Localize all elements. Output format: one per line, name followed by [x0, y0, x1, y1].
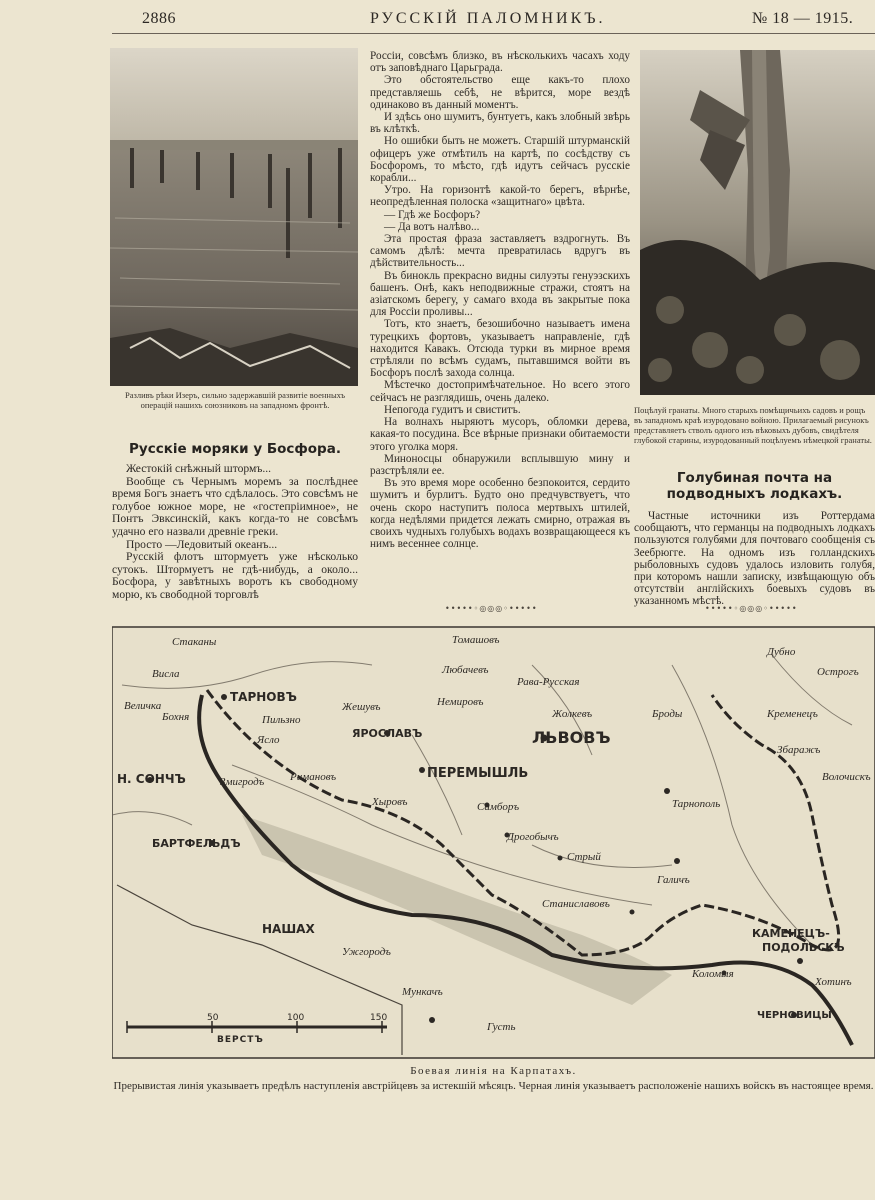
paragraph: Жестокій снѣжный штормъ... [126, 462, 272, 475]
svg-text:Дубно: Дубно [767, 646, 796, 658]
map-label-peremyshl: ПЕРЕМЫШЛЬ [427, 766, 529, 781]
map-title: Боевая линія на Карпатахъ. [410, 1065, 577, 1077]
svg-text:Станиславовъ: Станиславовъ [542, 898, 610, 910]
paragraph: На волнахъ ныряютъ мусоръ, обломки дерева, какая-то посудина. Все вѣрные признаки обитаемости этого уголка моря. [370, 416, 630, 453]
paragraph: И здѣсь оно шумитъ, бунтуетъ, какъ злобный звѣрь въ клѣткѣ. [370, 111, 630, 136]
paragraph: Въ это время море особенно безпокоится, сердито шумитъ и бурлитъ. Будто оно предчувствуетъ, что очень скоро наступитъ полоса мертвыхъ штилей, когда недѣлями придется лежать смирно, отражая въ своихъ чудныхъ голубыхъ водахъ возвращающееся къ нимъ весеннее солнце. [370, 477, 630, 551]
svg-text:Самборъ: Самборъ [477, 801, 520, 813]
svg-text:Коломыя: Коломыя [692, 968, 734, 980]
paragraph: Утро. На горизонтѣ какой-то берегъ, вѣрнѣе, неопредѣленная полоска «защитнаго» цвѣта. [370, 184, 630, 209]
map-label-tarnov: ТАРНОВЪ [230, 690, 297, 704]
svg-text:Величка: Величка [124, 700, 162, 712]
svg-text:Тарнополь: Тарнополь [672, 798, 721, 810]
scale-tick-50: 50 [207, 1013, 219, 1023]
svg-text:Хотинъ: Хотинъ [815, 976, 852, 988]
paragraph: Но ошибки быть не можетъ. Старшій штурманскій офицеръ уже отмѣтилъ на картѣ, по сосѣдству съ Босфоромъ, то мѣсто, гдѣ идутъ сейчасъ русскіе корабли... [370, 135, 630, 185]
journal-title: РУССКІЙ ПАЛОМНИКЪ. [370, 10, 606, 27]
paragraph: Вообще съ Чернымъ моремъ за послѣднее время Богъ знаетъ что сдѣлалось. Это совсѣмъ не голубое южное море, не «гостепріимное», не Понтъ Эвксинскій, какъ когда-то не совсѣмъ удачно его назвали древніе греки. [112, 474, 358, 538]
map-label-chernovitsy: ЧЕРНОВИЦЫ [757, 1010, 832, 1021]
svg-text:Висла: Висла [152, 668, 180, 680]
svg-text:Кременецъ: Кременецъ [767, 708, 818, 720]
svg-text:Галичъ: Галичъ [657, 874, 690, 886]
svg-text:Мункачъ: Мункачъ [402, 986, 443, 998]
tree-photo-caption: Поцѣлуй гранаты. Много старыхъ помѣщичьихъ садовъ и рощъ въ западномъ краѣ изуродовано войною. Прилагаемый рисунокъ представляетъ стволъ одного изъ вѣковыхъ дубовъ, свидѣтеля глубокой старины, изуродованный поцѣлуемъ нѣмецкой гранаты. [634, 405, 872, 445]
paragraph: Россіи, совсѣмъ близко, въ нѣсколькихъ часахъ ходу отъ заповѣднаго Царьграда. [370, 50, 630, 75]
carpathian-front-map [112, 625, 875, 1060]
flood-photo [110, 48, 358, 386]
svg-text:Рава-Русская: Рава-Русская [517, 676, 580, 688]
svg-text:Жешувъ: Жешувъ [342, 701, 381, 713]
map-label-lvov: ЛЬВОВЪ [532, 728, 611, 747]
map-label-n-sonch: Н. СОНЧЪ [117, 772, 186, 786]
flood-photo-caption: Разливъ рѣки Изеръ, сильно задержавшій развитіе военныхъ операцій нашихъ союзниковъ на западномъ фронтѣ. [124, 390, 345, 410]
paragraph: Тотъ, кто знаетъ, безошибочно называетъ имена турецкихъ фортовъ, указываетъ направленіе, гдѣ находится Кавакъ. Отсюда турки въ мирное время стрѣляли по всѣмъ судамъ, пытавшимся войти въ Босфоръ послѣ захода солнца. [370, 318, 630, 380]
svg-text:Римановъ: Римановъ [290, 771, 337, 783]
map-label-bartfeld: БАРТФЕЛЬДЪ [152, 837, 241, 850]
svg-text:Збаражъ: Збаражъ [777, 744, 821, 756]
ornament-divider: •••••◦◎◎◎◦••••• [705, 604, 798, 613]
paragraph: Просто —Ледовитый океанъ... [126, 537, 278, 551]
scale-tick-150: 150 [370, 1013, 388, 1023]
left-article-heading: Русскіе моряки у Босфора. [129, 441, 341, 457]
map-label-podolsk: ПОДОЛЬСКЪ [762, 941, 845, 954]
svg-text:Немировъ: Немировъ [437, 696, 484, 708]
svg-text:Ясло: Ясло [257, 734, 280, 746]
middle-column [370, 50, 630, 550]
map-label-nashax: НАШАХ [262, 922, 315, 936]
svg-text:Стрый: Стрый [567, 851, 601, 863]
svg-text:Острогъ: Острогъ [817, 666, 859, 678]
left-article-body [112, 463, 358, 602]
svg-text:Бохня: Бохня [162, 711, 190, 723]
scale-unit: ВЕРСТЪ [217, 1035, 264, 1045]
ornament-divider: •••••◦◎◎◎◦••••• [445, 604, 538, 613]
map-label-yaroslav: ЯРОСЛАВЪ [352, 727, 423, 740]
map-caption: Прерывистая линія указываетъ предѣлъ наступленія австрійцевъ за истекшій мѣсяцъ. Черная линія указываетъ расположеніе нашихъ войскъ въ настоящее время. [113, 1080, 874, 1092]
svg-text:Змигродъ: Змигродъ [220, 776, 265, 788]
paragraph: Непогода гудитъ и свиститъ. [384, 403, 521, 416]
svg-text:Хыровъ: Хыровъ [372, 796, 408, 808]
paragraph: Эта простая фраза заставляетъ вздрогнуть. Въ самомъ дѣлѣ: мечта превратилась вдругъ въ дѣйствительность... [370, 233, 630, 270]
svg-text:Волочискъ: Волочискъ [822, 771, 871, 783]
svg-text:Густь: Густь [487, 1021, 516, 1033]
paragraph: Мѣстечко достопримѣчательное. Но всего этого сейчасъ не разглядишь, очень далеко. [370, 379, 630, 404]
svg-text:Томашовъ: Томашовъ [452, 634, 500, 646]
svg-text:Стаканы: Стаканы [172, 636, 217, 648]
svg-text:Пильзно: Пильзно [262, 714, 301, 726]
svg-text:Ужгородъ: Ужгородъ [342, 946, 391, 958]
scale-tick-100: 100 [287, 1013, 305, 1023]
svg-text:Жолкевъ: Жолкевъ [552, 708, 593, 720]
svg-text:Броды: Броды [652, 708, 683, 720]
svg-text:Дрогобычъ: Дрогобычъ [507, 831, 559, 843]
page-number: 2886 [142, 10, 176, 27]
map-label-kamenets: КАМЕНЕЦЪ- [752, 927, 830, 940]
right-article-heading: Голубиная почта на подводныхъ лодкахъ. [666, 470, 843, 502]
svg-text:Любачевъ: Любачевъ [442, 664, 489, 676]
right-article-body [634, 510, 875, 608]
tree-photo [640, 50, 875, 395]
paragraph: Русскій флотъ штормуетъ уже нѣсколько сутокъ. Штормуетъ не гдѣ-нибудь, а около... Босфора, у завѣтныхъ воротъ къ свободному морю, къ свободной торговлѣ [112, 550, 358, 601]
paragraph: — Да вотъ налѣво... [384, 220, 480, 233]
paragraph: — Гдѣ же Босфоръ? [384, 208, 481, 221]
paragraph: Частные источники изъ Роттердама сообщаютъ, что германцы на подводныхъ лодкахъ пользуются голубями для почтоваго сообщенія съ Зеебрюгге. На одномъ изъ голландскихъ рыболовныхъ судовъ удалось изловить голубя, при которомъ нашли записку, извѣщающую объ отсутствіи англійскихъ боевыхъ судовъ въ указанномъ мѣстѣ. [634, 510, 875, 608]
paragraph: Это обстоятельство еще какъ-то плохо представляешь себѣ, не вѣрится, море вездѣ одинаково въ данный моментъ. [370, 74, 630, 111]
header-rule [112, 33, 875, 34]
issue-number: № 18 — 1915. [752, 10, 854, 27]
page-header [0, 8, 875, 34]
paragraph: Въ бинокль прекрасно видны силуэты генуэзскихъ башенъ. Онѣ, какъ неподвижные стражи, стоятъ на азіатскомъ берегу, у самаго входа въ закрытые пока для Россіи проливы... [370, 269, 630, 319]
paragraph: Миноносцы обнаружили всплывшую мину и разстрѣляли ее. [370, 452, 630, 477]
